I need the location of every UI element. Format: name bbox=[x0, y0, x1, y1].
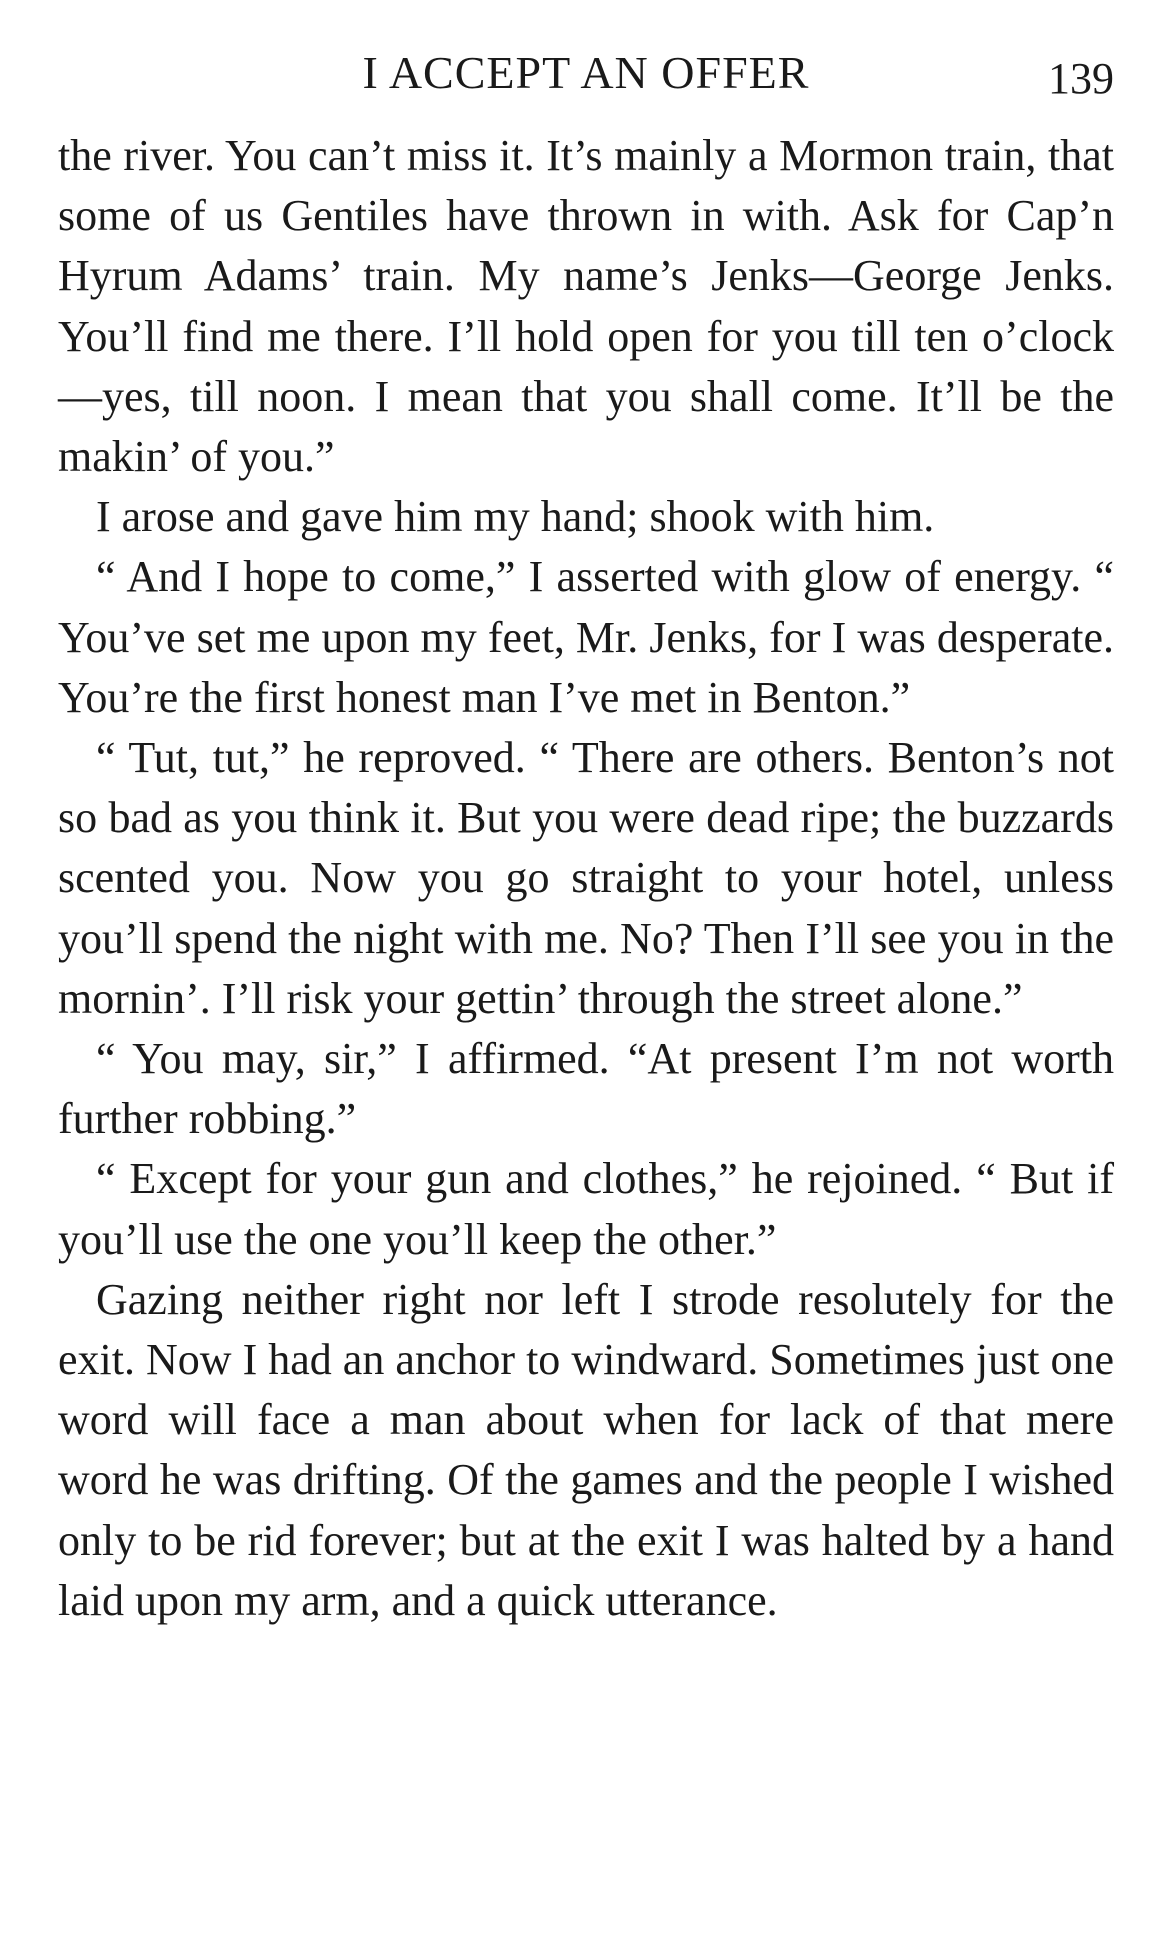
page-header bbox=[58, 38, 1114, 108]
paragraph-4: “ Tut, tut,” he reproved. “ There are others. Benton’s not so bad as you think it. But you were dead ripe; the buzzards scented you. Now you go straight to your hotel, unless you’ll spend the night with me. No? Then I’ll see you in the mornin’. I’ll risk your gettin’ through the street alone.” bbox=[58, 733, 1114, 1023]
paragraph-7: Gazing neither right nor left I strode resolutely for the exit. Now I had an anchor to windward. Sometimes just one word will face a man about when for lack of that mere word he was drifting. Of the games and the people I wished only to be rid forever; but at the exit I was halted by a hand laid upon my arm, and a quick utterance. bbox=[58, 1274, 1114, 1625]
body-text bbox=[58, 126, 1114, 1631]
paragraph-1: the river. You can’t miss it. It’s mainly a Mormon train, that some of us Gentiles have thrown in with. Ask for Cap’n Hyrum Adams’ train. My name’s Jenks—George Jenks. You’ll find me there. I’ll hold open for you till ten o’clock—yes, till noon. I mean that you shall come. It’ll be the makin’ of you.” bbox=[58, 131, 1114, 482]
paragraph-5: “ You may, sir,” I affirmed. “At present I’m not worth further robbing.” bbox=[58, 1034, 1114, 1144]
paragraph-6: “ Except for your gun and clothes,” he rejoined. “ But if you’ll use the one you’ll keep the other.” bbox=[58, 1154, 1114, 1264]
paragraph-3: “ And I hope to come,” I asserted with glow of energy. “ You’ve set me upon my feet, Mr. Jenks, for I was desperate. You’re the first honest man I’ve met in Benton.” bbox=[58, 552, 1114, 722]
page-number: 139 bbox=[1048, 54, 1114, 103]
paragraph-2: I arose and gave him my hand; shook with him. bbox=[96, 492, 935, 542]
running-title: I ACCEPT AN OFFER bbox=[362, 47, 810, 98]
